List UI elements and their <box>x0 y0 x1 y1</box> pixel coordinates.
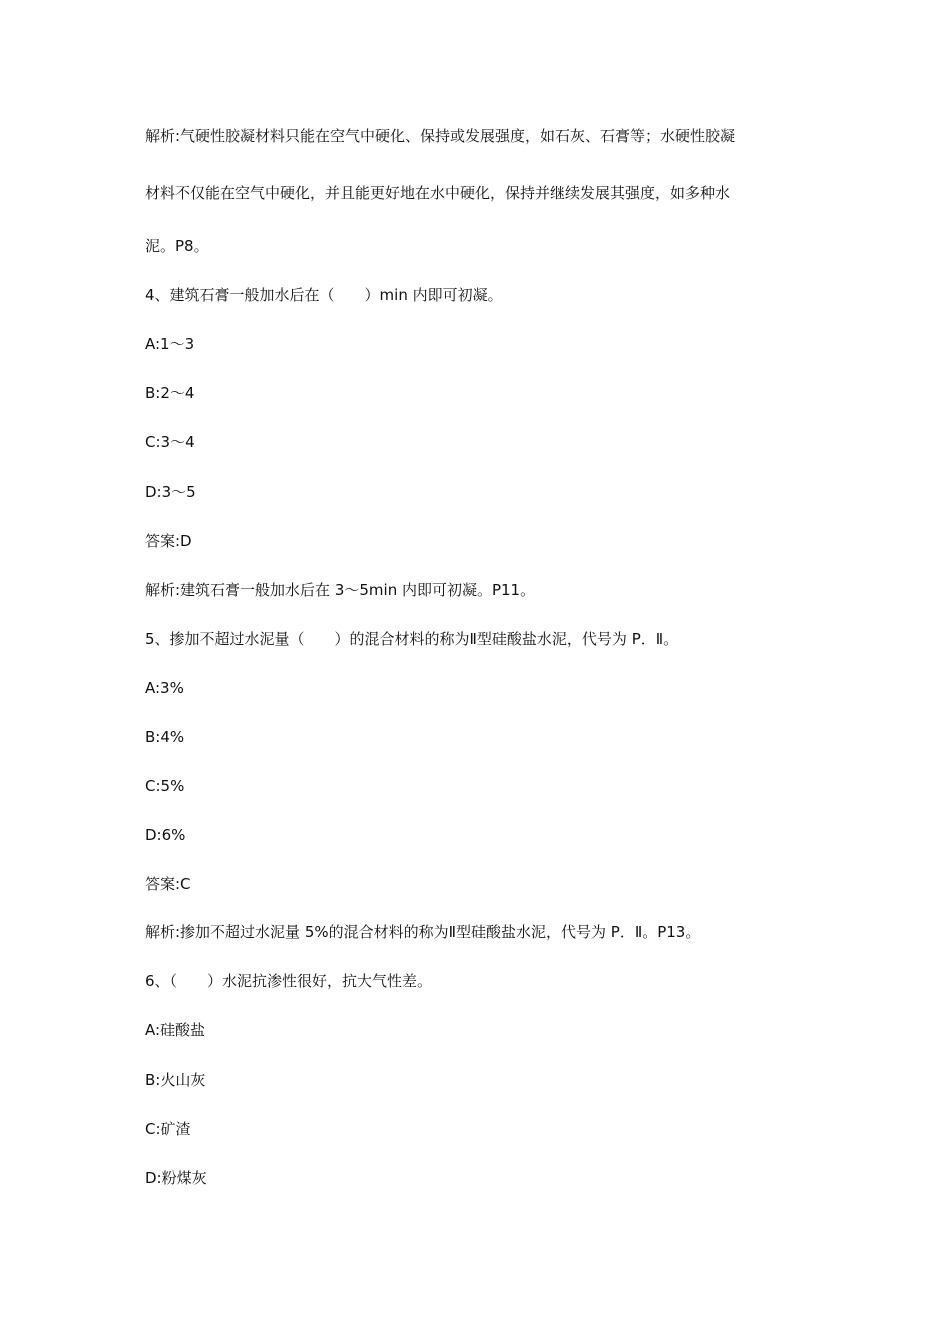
explanation-q3-line2: 材料不仅能在空气中硬化，并且能更好地在水中硬化，保持并继续发展其强度，如多种水 <box>145 184 731 202</box>
q6-option-c: C:矿渣 <box>145 1120 191 1138</box>
question-4: 4、建筑石膏一般加水后在（ ）min 内即可初凝。 <box>145 286 503 304</box>
q6-option-d: D:粉煤灰 <box>145 1169 207 1187</box>
question-5: 5、掺加不超过水泥量（ ）的混合材料的称为Ⅱ型硅酸盐水泥，代号为 P．Ⅱ。 <box>145 630 679 648</box>
q4-option-c: C:3～4 <box>145 433 195 451</box>
explanation-q3-line3: 泥。P8。 <box>145 237 209 255</box>
q5-option-c: C:5% <box>145 777 185 795</box>
explanation-q3-line1: 解析:气硬性胶凝材料只能在空气中硬化、保持或发展强度，如石灰、石膏等；水硬性胶凝 <box>145 127 736 145</box>
q5-explanation: 解析:掺加不超过水泥量 5%的混合材料的称为Ⅱ型硅酸盐水泥，代号为 P．Ⅱ。P13。 <box>145 923 701 941</box>
q4-explanation: 解析:建筑石膏一般加水后在 3～5min 内即可初凝。P11。 <box>145 581 536 599</box>
q4-option-b: B:2～4 <box>145 384 195 402</box>
q5-answer: 答案:C <box>145 875 191 893</box>
q4-answer: 答案:D <box>145 532 192 550</box>
q5-option-a: A:3% <box>145 679 184 697</box>
q5-option-d: D:6% <box>145 826 186 844</box>
q6-option-b: B:火山灰 <box>145 1071 206 1089</box>
q4-option-d: D:3～5 <box>145 483 196 501</box>
q6-option-a: A:硅酸盐 <box>145 1021 206 1039</box>
q4-option-a: A:1～3 <box>145 335 195 353</box>
q5-option-b: B:4% <box>145 728 185 746</box>
question-6: 6、（ ）水泥抗渗性很好，抗大气性差。 <box>145 972 433 990</box>
